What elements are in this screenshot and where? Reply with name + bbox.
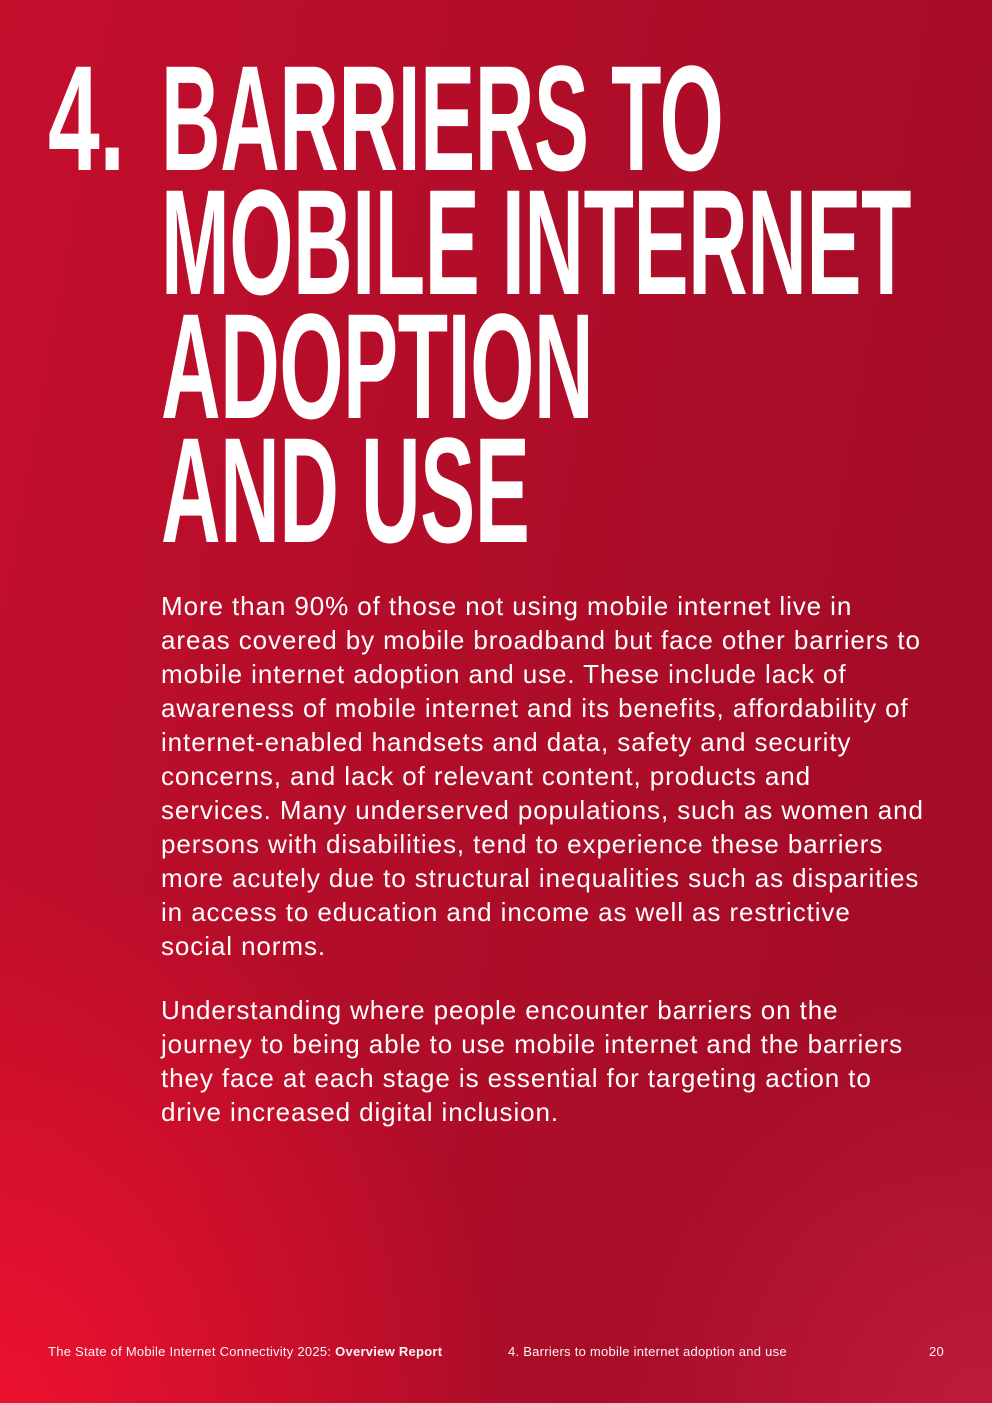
section-number: 4.: [48, 34, 125, 202]
section-title-line-1: BARRIERS TO: [161, 34, 724, 202]
section-title-line-2: MOBILE INTERNET: [161, 158, 912, 326]
footer-report-title-regular: The State of Mobile Internet Connectivity 2025:: [48, 1344, 336, 1359]
footer-section-label: 4. Barriers to mobile internet adoption and use: [508, 1344, 787, 1359]
section-heading: [48, 34, 992, 574]
footer-report-title: [48, 1344, 442, 1359]
section-title: [161, 34, 992, 574]
section-number-column: [48, 34, 161, 202]
paragraph-understanding-journey: Understanding where people encounter barriers on the journey to being able to use mobile internet and the barriers they face at each stage is essential for targeting action to drive increased digital inclusion.: [161, 995, 904, 1127]
page-footer: [0, 1344, 992, 1360]
section-title-line-3: ADOPTION: [161, 282, 594, 450]
paragraph-intro-barriers: More than 90% of those not using mobile internet live in areas covered by mobile broadband but face other barriers to mobile internet adoption and use. These include lack of awareness of mobile internet and its benefits, affordability of internet-enabled handsets and data, safety and security concerns, and lack of relevant content, products and services. Many underserved populations, such as women and persons with disabilities, tend to experience these barriers more acutely due to structural inequalities such as disparities in access to education and income as well as restrictive social norms.: [161, 591, 924, 961]
footer-page-number: 20: [929, 1344, 944, 1359]
footer-report-title-bold: Overview Report: [335, 1344, 443, 1359]
section-title-line-4: AND USE: [161, 406, 530, 574]
body-text: [161, 589, 929, 1159]
